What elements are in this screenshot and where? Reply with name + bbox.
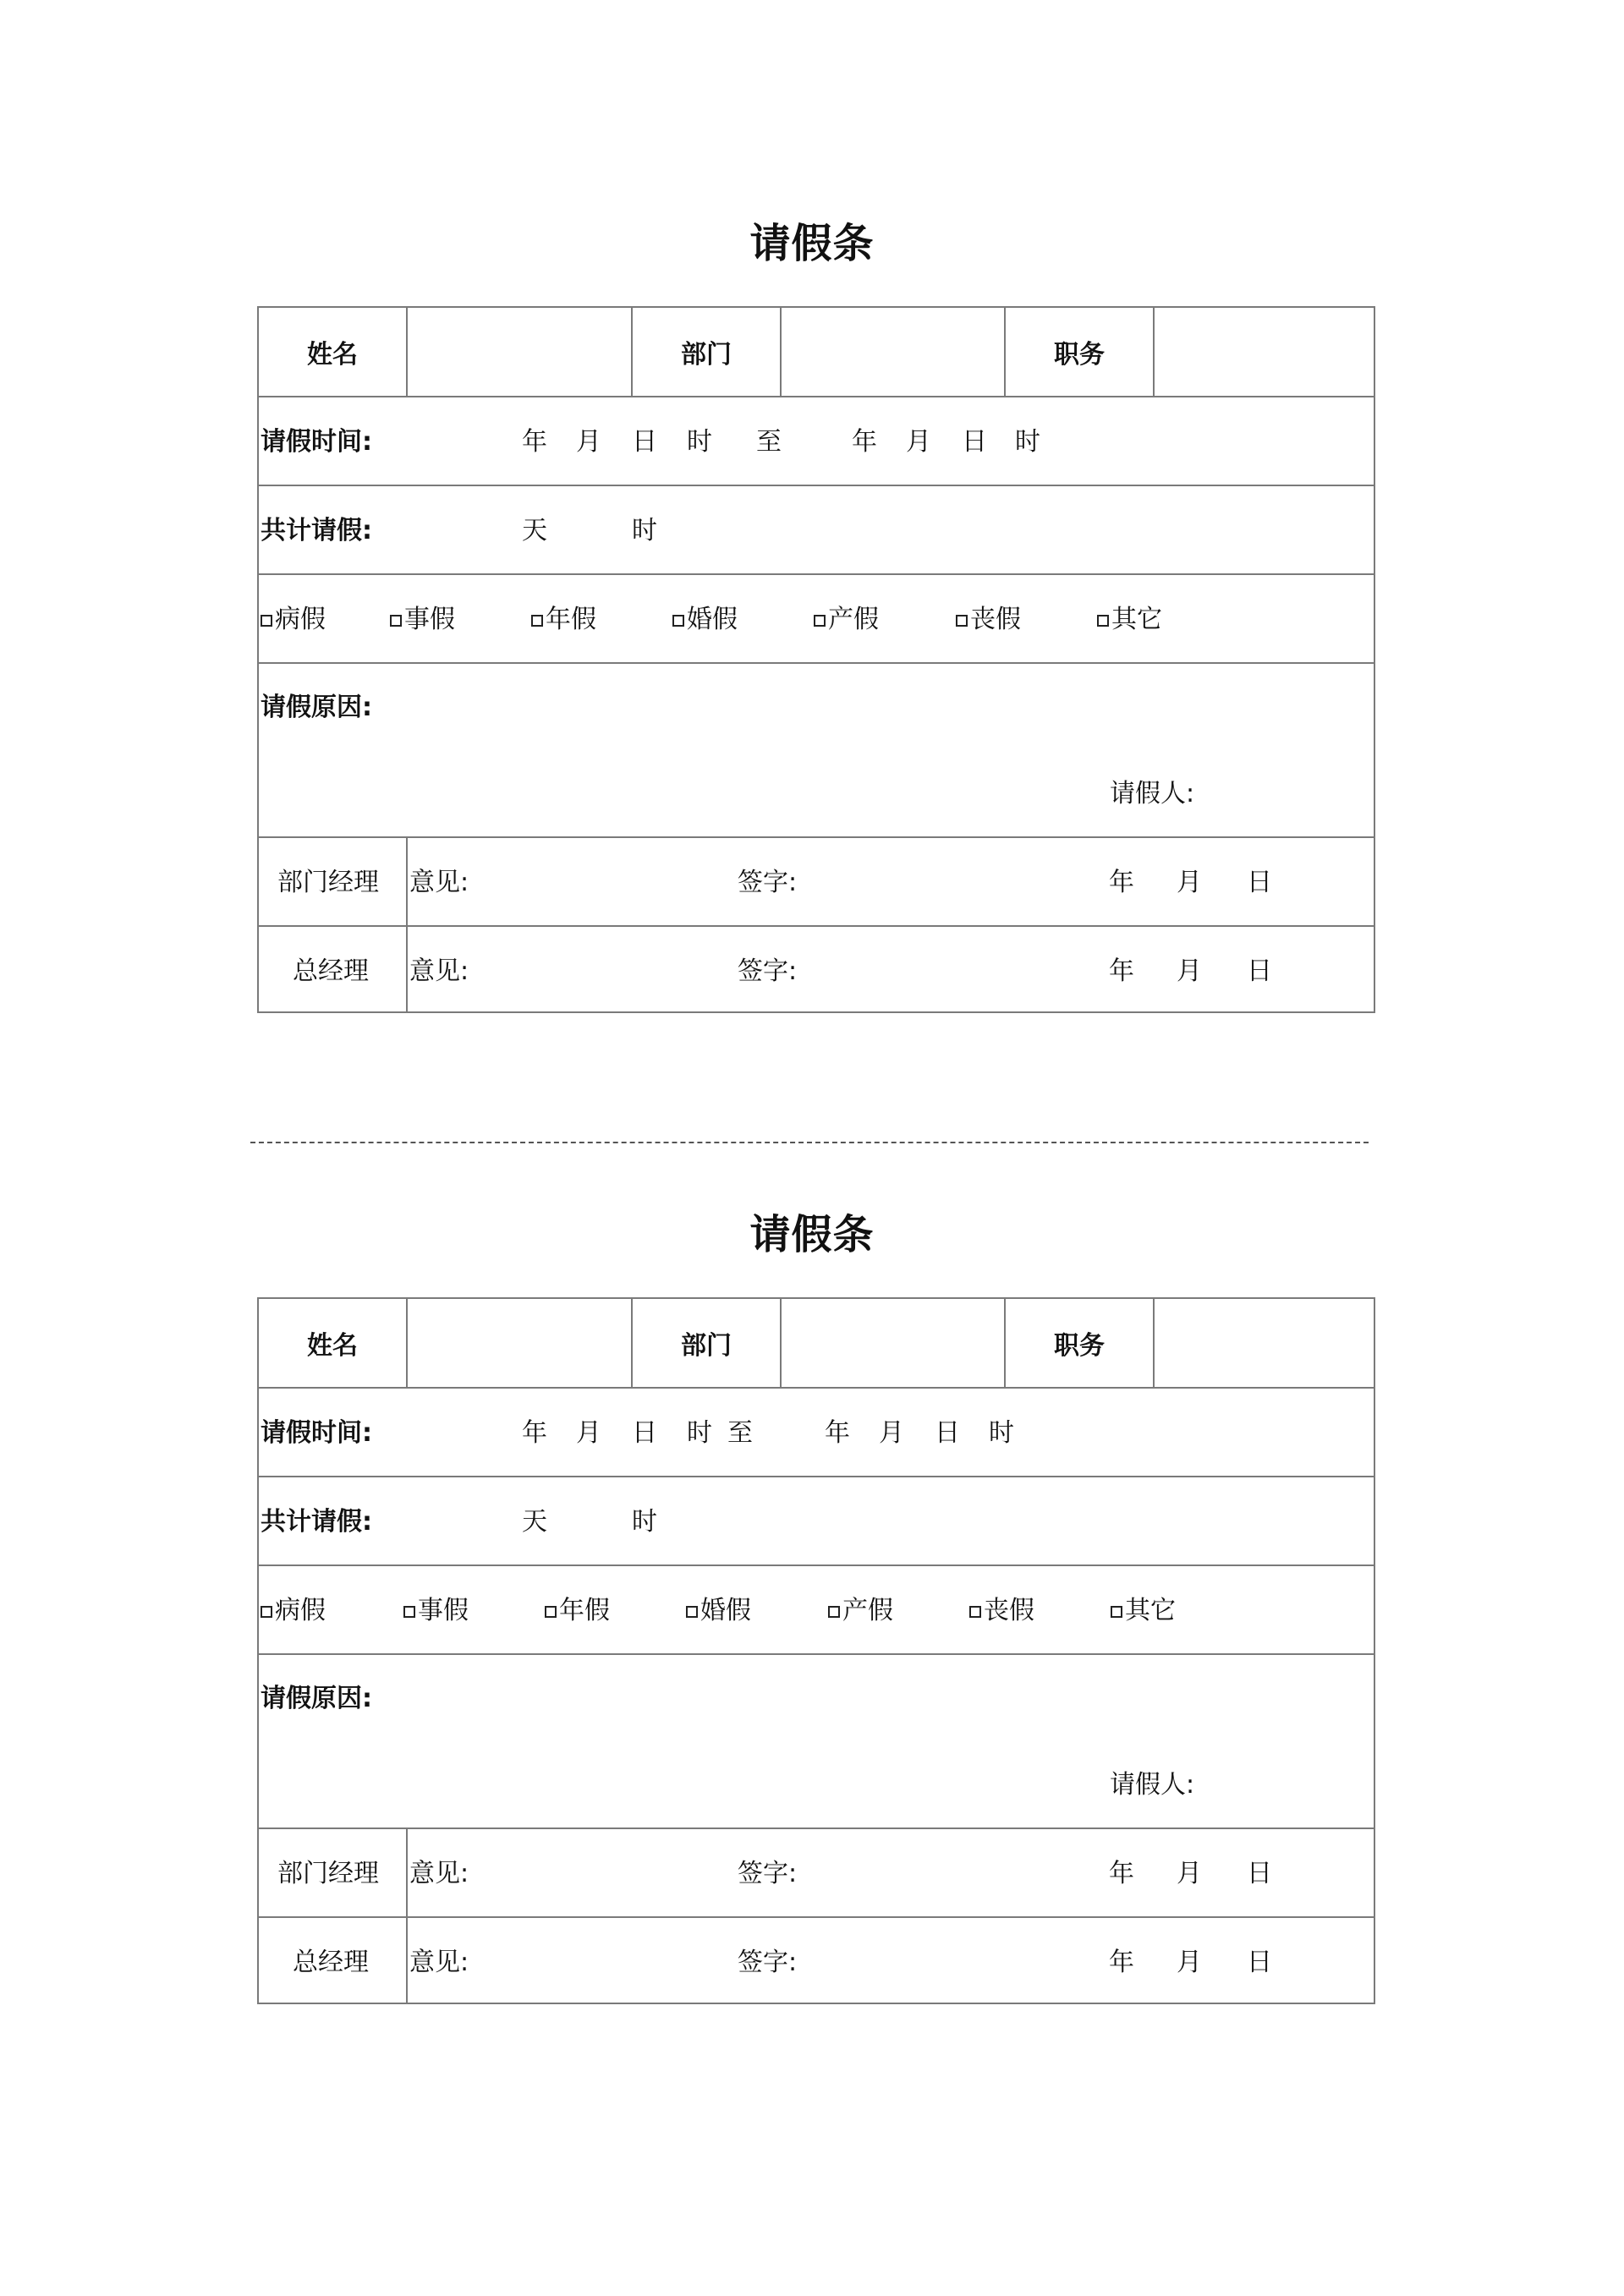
hours-unit: 时 [632, 516, 657, 545]
date-year-unit: 年 [1109, 1859, 1134, 1888]
info-row [259, 308, 1374, 397]
leave-type-row [259, 1566, 1374, 1655]
type-annual-checkbox[interactable]: 年假 [545, 1594, 610, 1628]
leave-table [257, 306, 1375, 1013]
hours-unit: 时 [632, 1507, 657, 1537]
days-unit: 天 [522, 516, 547, 545]
opinion-label: 意见: [409, 868, 469, 897]
type-other-checkbox[interactable]: 其它 [1097, 603, 1162, 637]
total-label: 共计请假: [261, 516, 372, 545]
leave-time-row[interactable] [259, 397, 1374, 486]
reason-row[interactable] [259, 1655, 1374, 1829]
leave-time-label: 请假时间: [261, 427, 372, 457]
leave-table [257, 1297, 1375, 2004]
date-month-unit: 月 [1177, 868, 1202, 897]
total-row[interactable] [259, 1477, 1374, 1566]
name-label: 姓名 [259, 1299, 408, 1387]
start-day-unit: 日 [632, 1418, 657, 1448]
leave-time-row[interactable] [259, 1389, 1374, 1477]
dept-label: 部门 [633, 308, 782, 396]
dept-manager-label: 部门经理 [277, 1859, 379, 1888]
position-label: 职务 [1006, 1299, 1155, 1387]
start-month-unit: 月 [576, 427, 601, 457]
info-row [259, 1299, 1374, 1389]
dept-manager-label: 部门经理 [277, 868, 379, 897]
end-year-unit: 年 [852, 427, 877, 457]
name-label: 姓名 [259, 308, 408, 396]
dept-field[interactable] [782, 1299, 1006, 1387]
cut-line-divider [250, 1142, 1369, 1143]
general-manager-label: 总经理 [293, 1948, 369, 1977]
end-hour-unit: 时 [989, 1418, 1014, 1448]
type-personal-checkbox[interactable]: 事假 [390, 603, 455, 637]
date-year-unit: 年 [1109, 1948, 1134, 1977]
days-unit: 天 [522, 1507, 547, 1537]
end-month-unit: 月 [879, 1418, 904, 1448]
signature-label: 签字: [738, 868, 798, 897]
to-label: 至 [727, 1418, 753, 1448]
leave-time-label: 请假时间: [261, 1418, 372, 1448]
signature-label: 签字: [738, 956, 798, 986]
general-manager-row [259, 1918, 1374, 2004]
date-day-unit: 日 [1247, 956, 1272, 986]
signature-label: 签字: [738, 1859, 798, 1888]
end-hour-unit: 时 [1015, 427, 1040, 457]
name-field[interactable] [408, 308, 633, 396]
start-month-unit: 月 [576, 1418, 601, 1448]
position-field[interactable] [1155, 1299, 1374, 1387]
end-day-unit: 日 [962, 427, 987, 457]
total-label: 共计请假: [261, 1507, 372, 1537]
dept-label: 部门 [633, 1299, 782, 1387]
type-maternity-checkbox[interactable]: 产假 [814, 603, 879, 637]
applicant-label: 请假人: [1110, 1770, 1195, 1800]
date-month-unit: 月 [1177, 956, 1202, 986]
date-month-unit: 月 [1177, 1948, 1202, 1977]
position-field[interactable] [1155, 308, 1374, 396]
type-personal-checkbox[interactable]: 事假 [403, 1594, 469, 1628]
opinion-label: 意见: [409, 1859, 469, 1888]
total-row[interactable] [259, 486, 1374, 575]
name-field[interactable] [408, 1299, 633, 1387]
start-hour-unit: 时 [687, 1418, 712, 1448]
opinion-label: 意见: [409, 956, 469, 986]
type-sick-checkbox[interactable]: 病假 [261, 603, 326, 637]
dept-field[interactable] [782, 308, 1006, 396]
type-marriage-checkbox[interactable]: 婚假 [672, 603, 738, 637]
start-year-unit: 年 [522, 427, 547, 457]
leave-type-row [259, 575, 1374, 664]
date-day-unit: 日 [1247, 1859, 1272, 1888]
date-month-unit: 月 [1177, 1859, 1202, 1888]
reason-label: 请假原因: [261, 1684, 372, 1713]
general-manager-row [259, 927, 1374, 1013]
type-annual-checkbox[interactable]: 年假 [531, 603, 596, 637]
start-hour-unit: 时 [687, 427, 712, 457]
dept-manager-row [259, 838, 1374, 927]
end-year-unit: 年 [825, 1418, 850, 1448]
end-month-unit: 月 [906, 427, 931, 457]
opinion-label: 意见: [409, 1948, 469, 1977]
general-manager-label: 总经理 [293, 956, 369, 986]
date-day-unit: 日 [1247, 1948, 1272, 1977]
date-year-unit: 年 [1109, 956, 1134, 986]
form-title: 请假条 [749, 1211, 875, 1258]
date-day-unit: 日 [1247, 868, 1272, 897]
form-title: 请假条 [749, 220, 875, 267]
type-bereavement-checkbox[interactable]: 丧假 [956, 603, 1021, 637]
type-other-checkbox[interactable]: 其它 [1111, 1594, 1176, 1628]
reason-row[interactable] [259, 664, 1374, 838]
type-sick-checkbox[interactable]: 病假 [261, 1594, 326, 1628]
type-maternity-checkbox[interactable]: 产假 [828, 1594, 893, 1628]
reason-label: 请假原因: [261, 693, 372, 722]
end-day-unit: 日 [935, 1418, 960, 1448]
type-bereavement-checkbox[interactable]: 丧假 [969, 1594, 1034, 1628]
applicant-label: 请假人: [1110, 779, 1195, 808]
position-label: 职务 [1006, 308, 1155, 396]
signature-label: 签字: [738, 1948, 798, 1977]
dept-manager-row [259, 1829, 1374, 1918]
date-year-unit: 年 [1109, 868, 1134, 897]
type-marriage-checkbox[interactable]: 婚假 [686, 1594, 751, 1628]
to-label: 至 [756, 427, 782, 457]
start-day-unit: 日 [632, 427, 657, 457]
start-year-unit: 年 [522, 1418, 547, 1448]
